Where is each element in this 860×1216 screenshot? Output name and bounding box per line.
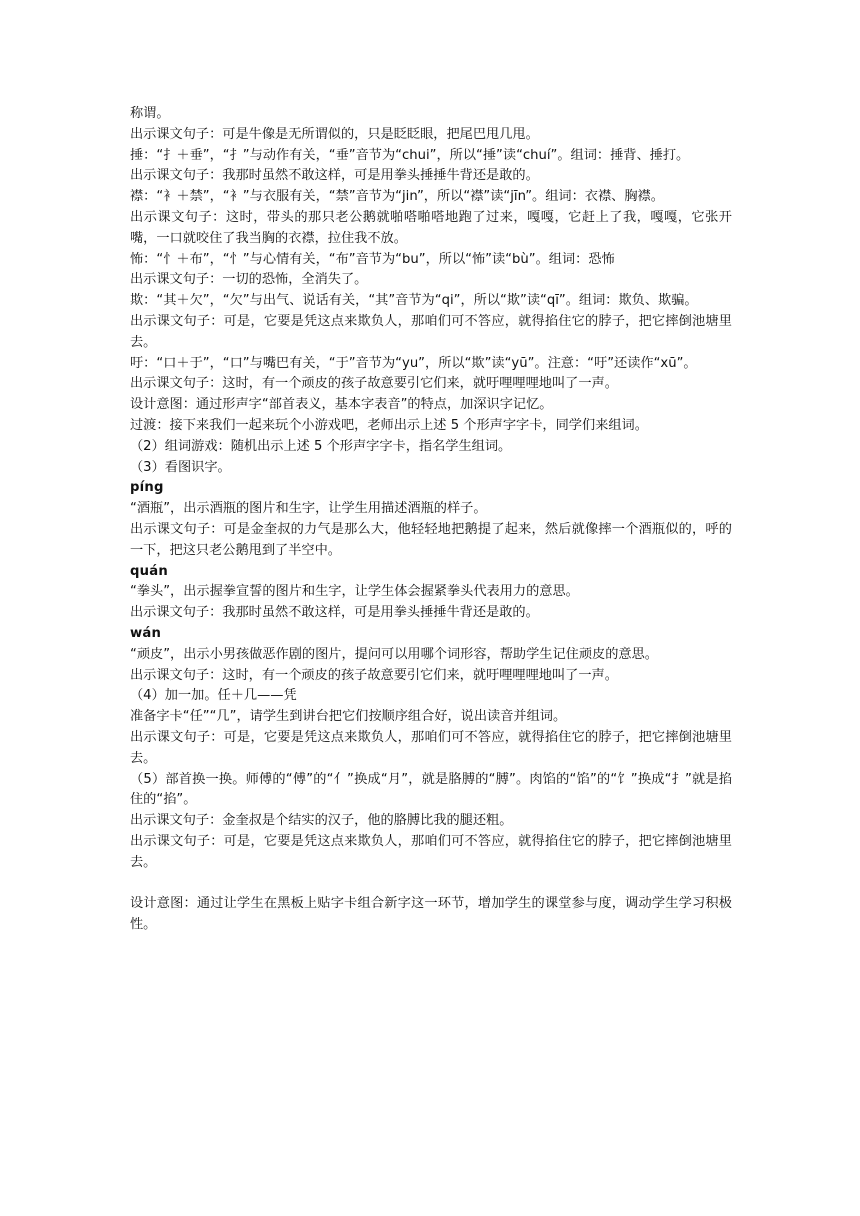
pinyin-annotation: quán <box>130 563 168 579</box>
paragraph: （5）部首换一换。师傅的“傅”的“亻”换成“月”，就是胳膊的“膊”。肉馅的“馅”的“饣”换成“扌”就是掐住的“掐”。 <box>130 771 732 808</box>
paragraph: 出示课文句子：这时，有一个顽皮的孩子故意要引它们来，就吁哩哩哩地叫了一声。 <box>130 376 618 392</box>
paragraph: 出示课文句子：可是牛像是无所谓似的，只是眨眨眼，把尾巴甩几甩。 <box>130 126 539 142</box>
paragraph: 欺：“其＋欠”，“欠”与出气、说话有关，“其”音节为“qi”，所以“欺”读“qī”。组词：欺负、欺骗。 <box>130 293 698 309</box>
paragraph: 出示课文句子：这时，带头的那只老公鹅就啪嗒啪嗒地跑了过来，嘎嘎，它赶上了我，嘎嘎，它张开嘴，一口就咬住了我当胸的衣襟，拉住我不放。 <box>130 209 732 246</box>
pinyin-annotation: píng <box>130 480 164 496</box>
paragraph: （3）看图识字。 <box>130 459 231 475</box>
paragraph: 过渡：接下来我们一起来玩个小游戏吧，老师出示上述 5 个形声字字卡，同学们来组词。 <box>130 417 648 433</box>
paragraph: 怖：“忄＋布”，“忄”与心情有关，“布”音节为“bu”，所以“怖”读“bù”。组词：恐怖 <box>130 251 615 267</box>
paragraph: 设计意图：通过让学生在黑板上贴字卡组合新字这一环节，增加学生的课堂参与度，调动学生学习积极性。 <box>130 896 732 933</box>
paragraph: 出示课文句子：可是金奎叔的力气是那么大，他轻轻地把鹅提了起来，然后就像摔一个酒瓶似的，呼的一下，把这只老公鹅甩到了半空中。 <box>130 521 732 558</box>
document-body <box>130 104 732 936</box>
paragraph: 准备字卡“任”“几”，请学生到讲台把它们按顺序组合好，说出读音并组词。 <box>130 709 567 725</box>
paragraph: 襟：“衤＋禁”，“衤”与衣服有关，“禁”音节为“jin”，所以“襟”读“jīn”。组词：衣襟、胸襟。 <box>130 189 664 205</box>
paragraph: 出示课文句子：一切的恐怖，全消失了。 <box>130 272 368 288</box>
paragraph: 称谓。 <box>130 106 170 121</box>
paragraph: 吁：“口＋于”，“口”与嘴巴有关，“于”音节为“yu”，所以“欺”读“yū”。注意：“吁”还读作“xū”。 <box>130 355 697 371</box>
pinyin-annotation: wán <box>130 625 162 641</box>
paragraph: 捶：“扌＋垂”，“扌”与动作有关，“垂”音节为“chui”，所以“捶”读“chuí”。组词：捶背、捶打。 <box>130 147 690 163</box>
paragraph: “拳头”，出示握拳宣誓的图片和生字，让学生体会握紧拳头代表用力的意思。 <box>130 584 579 600</box>
paragraph: （4）加一加。任＋几——凭 <box>130 688 297 704</box>
paragraph: 出示课文句子：这时，有一个顽皮的孩子故意要引它们来，就吁哩哩哩地叫了一声。 <box>130 667 618 683</box>
paragraph: 出示课文句子：我那时虽然不敢这样，可是用拳头捶捶牛背还是敢的。 <box>130 168 539 184</box>
paragraph: 设计意图：通过形声字“部首表义，基本字表音”的特点，加深识字记忆。 <box>130 397 553 413</box>
blank-line <box>130 873 732 894</box>
paragraph: 出示课文句子：我那时虽然不敢这样，可是用拳头捶捶牛背还是敢的。 <box>130 605 539 621</box>
paragraph: 出示课文句子：可是，它要是凭这点来欺负人，那咱们可不答应，就得掐住它的脖子，把它摔倒池塘里去。 <box>130 729 732 766</box>
paragraph: “顽皮”，出示小男孩做恶作剧的图片，提问可以用哪个词形容，帮助学生记住顽皮的意思。 <box>130 646 658 662</box>
paragraph: 出示课文句子：可是，它要是凭这点来欺负人，那咱们可不答应，就得掐住它的脖子，把它摔倒池塘里去。 <box>130 833 732 870</box>
paragraph: （2）组词游戏：随机出示上述 5 个形声字字卡，指名学生组词。 <box>130 438 512 454</box>
paragraph: 出示课文句子：可是，它要是凭这点来欺负人，那咱们可不答应，就得掐住它的脖子，把它摔倒池塘里去。 <box>130 313 732 350</box>
paragraph: 出示课文句子：金奎叔是个结实的汉子，他的胳膊比我的腿还粗。 <box>130 813 513 829</box>
paragraph: “酒瓶”，出示酒瓶的图片和生字，让学生用描述酒瓶的样子。 <box>130 501 487 517</box>
